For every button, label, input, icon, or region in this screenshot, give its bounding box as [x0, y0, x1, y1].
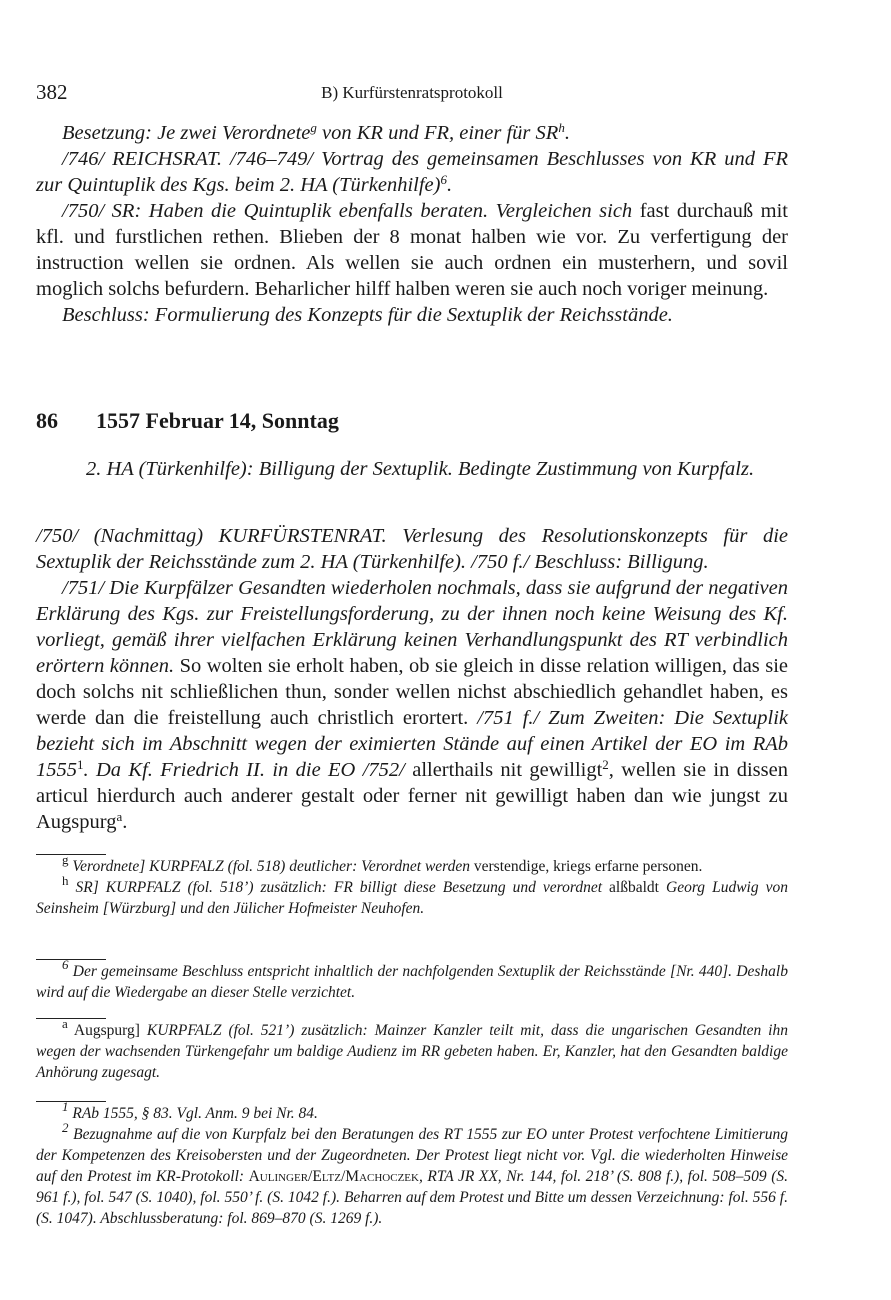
kurpfalz-paragraph — [36, 575, 788, 835]
footnotes-numbers — [36, 1099, 788, 1229]
footnote-g-italic: Verordnete] KURPFALZ (fol. 518) deutlicher: Verordnet werden — [68, 858, 471, 875]
footnote-divider-4 — [36, 1101, 106, 1102]
footnote-h — [36, 873, 788, 919]
footnote-divider-2 — [36, 959, 106, 960]
kurfuerstenrat-paragraph: /750/ (Nachmittag) KURFÜRSTENRAT. Verlesung des Resolutionskonzepts für die Sextuplik der Reichsstände zum 2. HA (Türkenhilfe). /750 f./ Beschluss: Billigung. — [36, 525, 788, 573]
footnote-ref-1: 1 — [77, 757, 84, 772]
kurpfalz-italic-text: /751/ Die Kurpfälzer Gesandten wiederholen nochmals, dass sie aufgrund der negativen Erklärung des Kgs. zur Freistellungsforderung, zu der ihnen noch keine Weisung des Kf. vorliegt, gemäß ihrer vielfachen Erklärung keinen Verhandlungspunkt des RT verbindlich erörtern können. — [36, 577, 788, 677]
footnote-h-italic-2: Georg Ludwig von Seinsheim [Würzburg] und den Jülicher Hofmeister Neuhofen. — [36, 879, 788, 917]
footnote-g-roman: verstendige, kriegs erfarne personen. — [470, 858, 703, 875]
footnote-divider-1 — [36, 854, 106, 855]
footnote-a-italic: KURPFALZ (fol. 521’) zusätzlich: Mainzer Kanzler teilt mit, dass die ungarischen Gesandten ihn wegen der wachsenden Türkengefahr um baldige Audienz im RR gebeten haben. Er, Kanzler, hat den Gesandten baldige Anhörung zugesagt. — [36, 1022, 788, 1081]
footnote-h-italic: SR] KURPFALZ (fol. 518’) zusätzlich: FR billigt diese Besetzung und verordnet — [68, 879, 603, 896]
besetzung-line — [36, 120, 788, 146]
document-summary: 2. HA (Türkenhilfe): Billigung der Sextuplik. Bedingte Zustimmung von Kurpfalz. — [86, 458, 755, 480]
kurpfalz-quoted-text: So wolten sie erholt haben, ob sie gleich in disse relation willigen, das sie doch solchs nit schließlichen thun, sonder wellen nichst abschiedlich gehandlet haben, es werde dan die freistellung auch christlich erortert. — [36, 655, 789, 729]
footnote-2-text: Bezugnahme auf die von Kurpfalz bei den Beratungen des RT 1555 zur EO unter Protest verfochtene Limitierung der Kompetenzen des Kreisobersten und der Zugeordneten. Der Protest liegt nicht vor. Vgl. die wiederholten Hinweise auf den Protest im KR-Protokoll: — [36, 1126, 788, 1185]
footnote-1 — [36, 1099, 788, 1124]
besetzung-text-2: von KR und FR, einer für SR — [316, 122, 559, 144]
footnote-ref-a: a — [116, 809, 123, 824]
sr-quoted-text: fast durchauß mit kfl. und furstlichen rethen. Blieben der 8 monat halben wie vor. Zu verfertigung der instruction wellen sie ordnen. Als wellen sie auch ordnen ein musterhern, und sovil moglich solchs befurdern. Beharlicher hilff halben weren sie auch noch voriger meinung. — [36, 200, 788, 300]
footnote-a-block — [36, 1016, 788, 1083]
besetzung-text: Besetzung: Je zwei Verordnete — [62, 122, 311, 144]
footnote-2-text-2: , RTA JR XX, Nr. 144, fol. 218’ (S. 808 f.), fol. 508–509 (S. 961 f.), fol. 547 (S. 1040), fol. 550’ f. (S. 1042 f.). Beharren auf dem Protest und Bitte um dessen Verzeichnung: fol. 556 f. (S. 1047). Abschlussberatung: fol. 869–870 (S. 1269 f.). — [36, 1168, 788, 1227]
sr-italic-text: /750/ SR: Haben die Quintuplik ebenfalls beraten. Vergleichen sich — [62, 200, 633, 222]
besetzung-end: . — [564, 122, 570, 144]
friedrich-italic-text: . Da Kf. Friedrich II. in die EO /752/ — [83, 759, 405, 781]
footnote-a — [36, 1016, 788, 1083]
footnote-g-mark: g — [62, 852, 69, 867]
footnote-ref-g: g — [310, 120, 317, 135]
document-heading — [36, 408, 339, 434]
footnote-6 — [36, 957, 788, 1003]
reichsrat-text: /746/ REICHSRAT. /746–749/ Vortrag des gemeinsamen Beschlusses von KR und FR zur Quintuplik des Kgs. beim 2. HA (Türkenhilfe) — [36, 148, 788, 196]
gewilligt-text: allerthails nit gewilligt — [404, 759, 603, 781]
footnote-ref-6: 6 — [440, 172, 447, 187]
footnote-6-mark: 6 — [62, 957, 69, 972]
footnote-1-mark: 1 — [62, 1099, 69, 1114]
footnote-h-roman: alßbaldt — [602, 879, 659, 896]
footnote-1-text: RAb 1555, § 83. Vgl. Anm. 9 bei Nr. 84. — [68, 1105, 318, 1122]
document-date: 1557 Februar 14, Sonntag — [96, 408, 339, 433]
footnote-2 — [36, 1120, 788, 1229]
footnote-ref-h: h — [558, 120, 565, 135]
footnote-h-mark: h — [62, 873, 69, 888]
footnote-g — [36, 852, 788, 877]
footnote-a-roman: Augspurg] — [67, 1022, 140, 1039]
footnote-divider-3 — [36, 1018, 106, 1019]
sextuplik-italic-text: /751 f./ Zum Zweiten: Die Sextuplik bezieht sich im Abschnitt wegen der eximierten Stände auf einen Artikel der EO im RAb 1555 — [36, 707, 789, 781]
running-head: B) Kurfürstenratsprotokoll — [321, 83, 503, 102]
page-number: 382 — [36, 80, 68, 104]
reichsrat-paragraph — [36, 146, 788, 198]
page-header — [36, 80, 788, 106]
articul-text: , wellen sie in dissen articul hierdurch auch anderer gestalt oder ferner nit gewilligt haben dan wie jungst zu Augspurg — [36, 759, 788, 833]
beschluss-line: Beschluss: Formulierung des Konzepts für die Sextuplik der Reichsstände. — [62, 304, 673, 326]
footnote-ref-2: 2 — [602, 757, 609, 772]
paragraph-end: . — [122, 811, 128, 833]
footnote-a-mark: a — [62, 1016, 68, 1031]
footnote-2-mark: 2 — [62, 1120, 69, 1135]
top-section — [36, 120, 788, 328]
main-section — [36, 523, 788, 835]
footnotes-letters — [36, 852, 788, 919]
sr-paragraph — [36, 198, 788, 302]
footnote-6-text: Der gemeinsame Beschluss entspricht inhaltlich der nachfolgenden Sextuplik der Reichsstände [Nr. 440]. Deshalb wird auf die Wiedergabe an dieser Stelle verzichtet. — [36, 963, 788, 1001]
document-number: 86 — [36, 408, 58, 433]
reichsrat-end: . — [446, 174, 453, 196]
footnote-6-block — [36, 957, 788, 1003]
footnote-2-authors: Aulinger/Eltz/Machoczek — [248, 1168, 419, 1185]
